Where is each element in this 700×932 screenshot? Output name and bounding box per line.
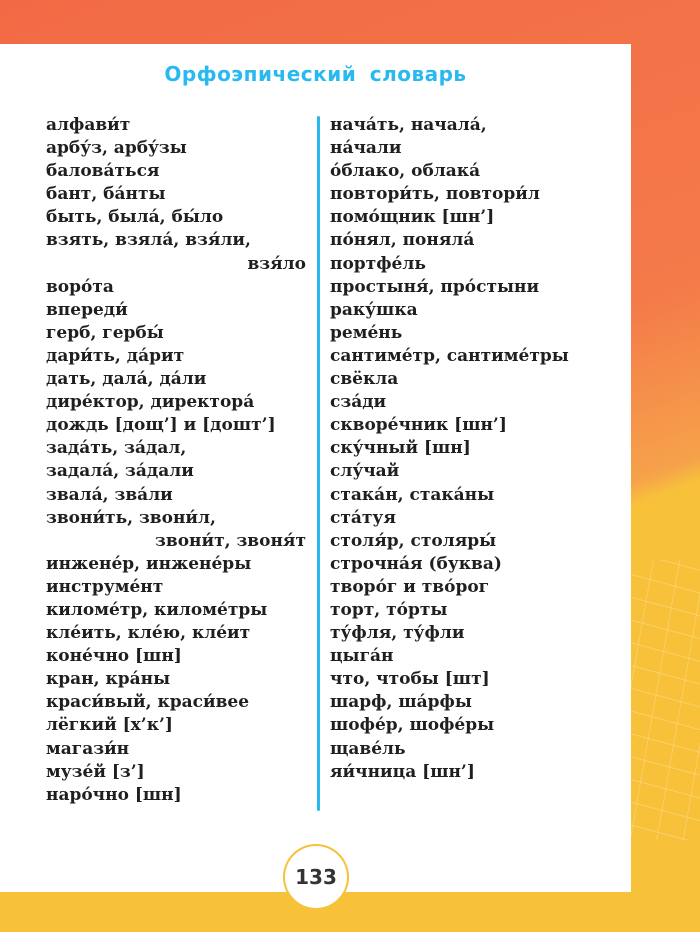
dictionary-entry: творо́г и тво́рог — [330, 576, 490, 597]
dictionary-entry: дождь [дощ’] и [дошт’] — [46, 415, 276, 436]
dictionary-entry: дире́ктор, директора́ — [46, 392, 255, 413]
dictionary-entry: кле́ить, кле́ю, кле́ит — [46, 623, 251, 644]
dictionary-entry: лёгкий [х’к’] — [46, 715, 173, 736]
dictionary-entry: шофе́р, шофе́ры — [330, 715, 495, 736]
page-title: Орфоэпический словарь — [164, 62, 467, 86]
dictionary-entry: слу́чай — [330, 461, 400, 482]
dictionary-entry: краси́вый, краси́вее — [46, 692, 250, 713]
dictionary-entry: о́блако, облака́ — [330, 161, 481, 182]
dictionary-entry: впереди́ — [46, 299, 128, 320]
dictionary-entry: воро́та — [46, 276, 114, 297]
dictionary-entry: помо́щник [шн’] — [330, 207, 495, 228]
dictionary-entry: алфави́т — [46, 115, 131, 135]
dictionary-entry: инжене́р, инжене́ры — [46, 553, 252, 574]
dictionary-entry: музе́й [з’] — [46, 761, 145, 782]
dictionary-entry: строчна́я (буква) — [330, 553, 502, 574]
dictionary-entry: что, чтобы [шт] — [330, 669, 490, 690]
dictionary-entry-continuation: взя́ло — [247, 253, 306, 274]
dictionary-entry: киломе́тр, киломе́тры — [46, 599, 268, 620]
dictionary-entry: свёкла — [330, 369, 399, 390]
dictionary-entry: бант, ба́нты — [46, 184, 166, 205]
dictionary-entry: по́нял, поняла́ — [330, 230, 475, 251]
dictionary-entry-continuation: звони́т, звоня́т — [155, 530, 306, 551]
dictionary-entry: торт, то́рты — [330, 599, 448, 620]
dictionary-entry: щаве́ль — [330, 738, 406, 759]
dictionary-entry: арбу́з, арбу́зы — [46, 138, 187, 159]
dictionary-entry: коне́чно [шн] — [46, 646, 182, 667]
column-divider — [317, 116, 320, 811]
dictionary-entry: ску́чный [шн] — [330, 438, 471, 459]
dictionary-entry: зада́ть, за́дал, — [46, 438, 187, 459]
page-number-badge — [285, 846, 347, 908]
dictionary-entry: инструме́нт — [46, 576, 164, 597]
dictionary-entry: нача́ть, начала́, — [330, 115, 487, 135]
dictionary-entry: яи́чница [шн’] — [330, 761, 475, 782]
dictionary-entry: кран, кра́ны — [46, 669, 171, 690]
dictionary-entry: герб, гербы́ — [46, 322, 164, 343]
dictionary-entry: магази́н — [46, 738, 130, 759]
dictionary-entry: дать, дала́, да́ли — [46, 369, 207, 390]
dictionary-entry: реме́нь — [330, 322, 403, 343]
dictionary-entry: на́чали — [330, 138, 402, 159]
dictionary-entry: скворе́чник [шн’] — [330, 415, 507, 436]
page-number: 133 — [295, 865, 337, 889]
dictionary-page — [0, 44, 631, 892]
dictionary-entry: цыга́н — [330, 646, 394, 667]
right-column — [330, 114, 620, 784]
dictionary-entry: шарф, ша́рфы — [330, 692, 472, 713]
left-column — [46, 114, 306, 807]
dictionary-entry: дари́ть, да́рит — [46, 345, 185, 366]
dictionary-entry: сантиме́тр, сантиме́тры — [330, 345, 569, 366]
dictionary-entry: столя́р, столяры́ — [330, 530, 497, 551]
dictionary-entry: ста́туя — [330, 507, 396, 528]
dictionary-entry: ту́фля, ту́фли — [330, 623, 465, 644]
dictionary-entry: задала́, за́дали — [46, 461, 194, 482]
dictionary-entry: стака́н, стака́ны — [330, 484, 495, 505]
dictionary-entry: сза́ди — [330, 392, 387, 413]
dictionary-entry: повтори́ть, повтори́л — [330, 184, 540, 205]
dictionary-entry: наро́чно [шн] — [46, 784, 182, 805]
dictionary-entry: быть, была́, бы́ло — [46, 207, 224, 228]
dictionary-entry: простыня́, про́стыни — [330, 276, 540, 297]
dictionary-entry: балова́ться — [46, 161, 160, 182]
dictionary-entry: раку́шка — [330, 299, 418, 320]
dictionary-entry: взять, взяла́, взя́ли, — [46, 230, 251, 251]
dictionary-entry: звала́, зва́ли — [46, 484, 173, 505]
dictionary-entry: звони́ть, звони́л, — [46, 507, 216, 528]
dictionary-entry: портфе́ль — [330, 253, 426, 274]
